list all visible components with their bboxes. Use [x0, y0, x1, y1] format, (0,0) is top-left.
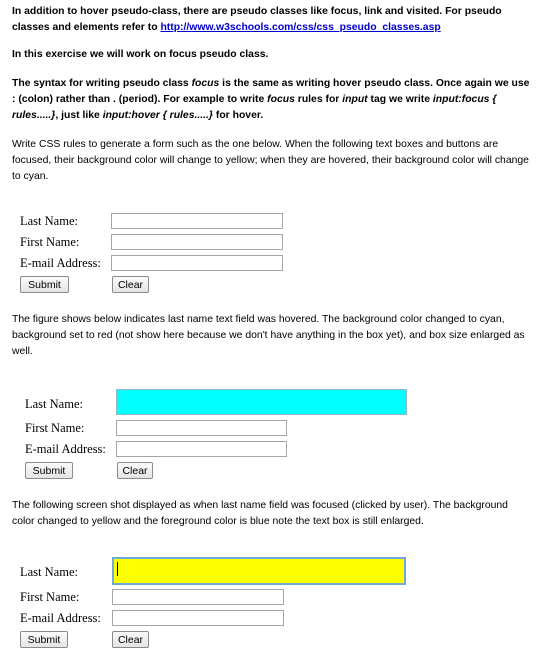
submit-button[interactable]: Submit: [20, 276, 69, 293]
clear-button[interactable]: Clear: [117, 462, 153, 479]
w3schools-link[interactable]: http://www.w3schools.com/css/css_pseudo_classes.asp: [160, 22, 441, 33]
intro-paragraph: [12, 4, 532, 36]
intro-text: In addition to hover pseudo-class, there are pseudo classes like focus, link and visited. For pseudo classes and elements refer to: [12, 6, 502, 33]
first-name-label: First Name:: [25, 421, 85, 435]
syntax-em-input-hover: input:hover { rules.....}: [102, 110, 213, 121]
exercise-paragraph: In this exercise we will work on focus pseudo class.: [12, 49, 269, 60]
syntax-paragraph: [12, 76, 532, 124]
syntax-text-2: is the same as writing hover pseudo class. Once again we use : (colon) rather than . (period). For example to write: [12, 78, 530, 105]
first-name-label: First Name:: [20, 235, 80, 249]
email-label: E-mail Address:: [20, 256, 101, 270]
syntax-em-focus-1: focus: [191, 78, 220, 89]
last-name-label: Last Name:: [25, 397, 83, 411]
submit-button[interactable]: Submit: [25, 462, 73, 479]
email-label: E-mail Address:: [25, 442, 106, 456]
syntax-text-6: for hover.: [212, 110, 264, 121]
first-name-label: First Name:: [20, 590, 80, 604]
clear-button[interactable]: Clear: [112, 631, 149, 648]
submit-button[interactable]: Submit: [20, 631, 68, 648]
email-input[interactable]: [111, 255, 283, 271]
first-name-input[interactable]: [111, 234, 283, 250]
last-name-input[interactable]: [111, 213, 283, 229]
email-input[interactable]: [112, 610, 284, 626]
last-name-label: Last Name:: [20, 214, 78, 228]
syntax-em-input: input: [342, 94, 368, 105]
last-name-label: Last Name:: [20, 565, 78, 579]
text-caret: [117, 562, 118, 576]
first-name-input[interactable]: [116, 420, 287, 436]
hover-figure-paragraph: The figure shows below indicates last name text field was hovered. The background color changed to cyan, background set to red (not show here because we don't have anything in the box yet), and box size enlarged as well.: [12, 314, 525, 357]
syntax-em-input-focus: input:focus { rules.....}: [12, 94, 497, 121]
email-input[interactable]: [116, 441, 287, 457]
email-label: E-mail Address:: [20, 611, 101, 625]
syntax-text-3: rules for: [294, 94, 343, 105]
syntax-em-focus-2: focus: [267, 94, 295, 105]
last-name-input-focused[interactable]: [112, 557, 406, 585]
syntax-text-5: , just like: [55, 110, 103, 121]
last-name-input-hovered[interactable]: [116, 389, 407, 415]
focus-figure-paragraph: The following screen shot displayed as when last name field was focused (clicked by user). The background color changed to yellow and the foreground color is blue note the text box is still enlarged.: [12, 500, 508, 527]
syntax-text-1: The syntax for writing pseudo class: [12, 78, 192, 89]
instructions-paragraph: Write CSS rules to generate a form such as the one below. When the following text boxes and buttons are focused, their background color will change to yellow; when they are hovered, their background color will change to cyan.: [12, 139, 529, 182]
first-name-input[interactable]: [112, 589, 284, 605]
syntax-text-4: tag we write: [367, 94, 433, 105]
clear-button[interactable]: Clear: [112, 276, 149, 293]
